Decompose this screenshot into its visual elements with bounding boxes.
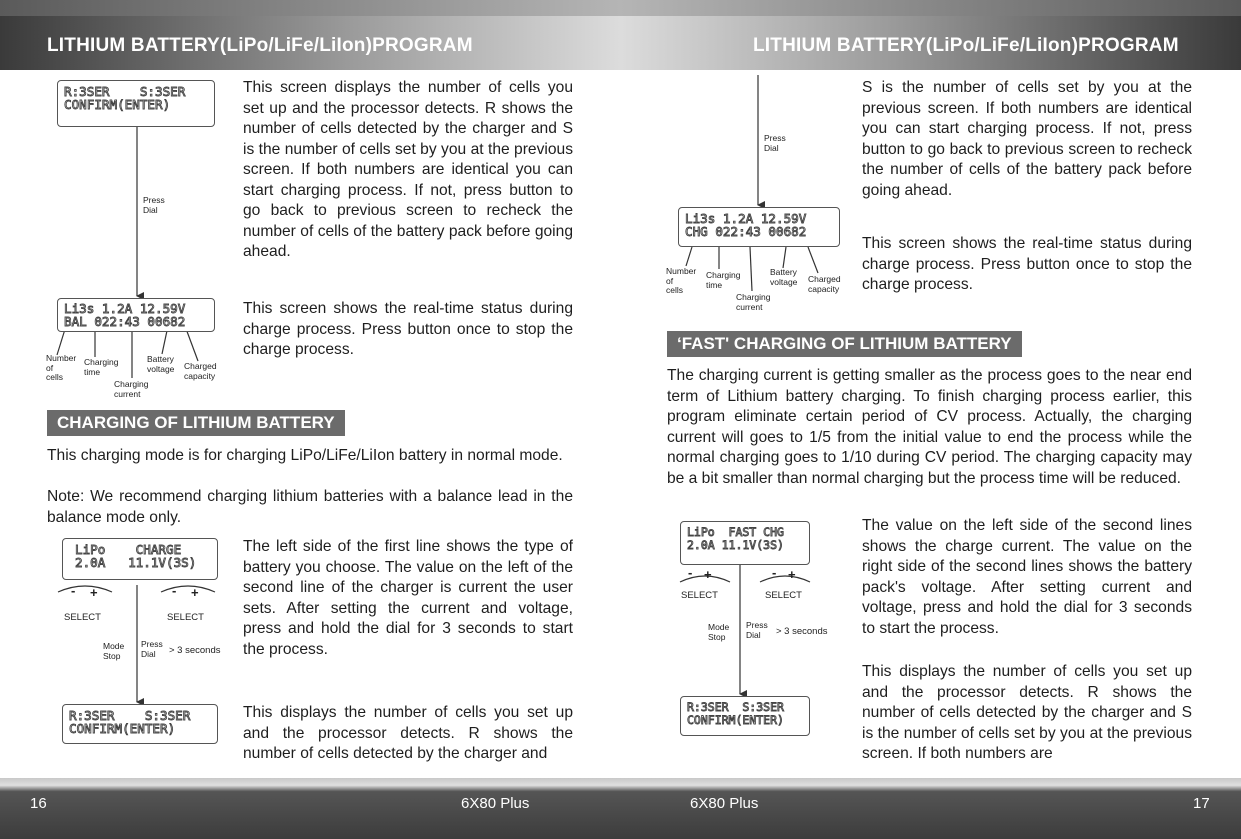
minus-icon: - — [688, 565, 693, 580]
label-number-of-cells: Number of cells — [666, 266, 697, 295]
lcd-confirm-screen: R:3SER S:3SER CONFIRM(ENTER) — [57, 80, 215, 127]
lcd-confirm-screen-2: R:3SER S:3SER CONFIRM(ENTER) — [62, 704, 218, 744]
page-number-right: 17 — [1193, 795, 1210, 812]
label-charging-time: Charging time — [84, 357, 119, 377]
section-heading-charging: CHARGING OF LITHIUM BATTERY — [47, 410, 345, 436]
three-seconds-label: > 3 seconds — [776, 626, 828, 637]
label-charging-current: Charging current — [114, 379, 149, 399]
lcd-balance-status: Li3s 1.2A 12.59V BAL 022:43 00682 — [57, 298, 215, 332]
model-name-left: 6X80 Plus — [461, 795, 530, 812]
lcd-charge-status: Li3s 1.2A 12.59V CHG 022:43 00682 — [678, 207, 840, 247]
three-seconds-label: > 3 seconds — [169, 645, 221, 656]
label-charged-capacity: Charged capacity — [184, 361, 217, 381]
select-label-right: SELECT — [765, 590, 802, 601]
label-number-of-cells: Number of cells — [46, 353, 77, 382]
footer-bar — [0, 778, 1241, 839]
page-title-left: LITHIUM BATTERY(LiPo/LiFe/LiIon)PROGRAM — [47, 35, 473, 56]
label-charged-capacity: Charged capacity — [808, 274, 841, 294]
press-dial-label: Press Dial — [141, 639, 163, 659]
left-paragraph-1: This screen displays the number of cells you set up and the processor detects. R shows the number of cells detected by the charger and S is the number of cells set by you at the previous screen. If both numbers are identical you can start charging process. If not, press button to go back to previous screen to recheck the number of cells of the battery pack before going ahead. — [243, 79, 573, 260]
right-paragraph-2: This screen shows the real-time status during charge process. Press button once to stop the charge process. — [862, 235, 1192, 293]
minus-icon: - — [772, 565, 777, 580]
mode-stop-label: Mode Stop — [103, 641, 125, 661]
lcd-confirm-screen-3: R:3SER S:3SER CONFIRM(ENTER) — [680, 696, 810, 736]
plus-icon: + — [90, 585, 98, 600]
press-dial-label: Press Dial — [143, 195, 165, 215]
right-paragraph-5: This displays the number of cells you set up and the processor detects. R shows the number of cells detected by the charger and S is the number of cells set by you at the previous screen. If both numbers are — [862, 663, 1192, 762]
minus-icon: - — [172, 583, 177, 598]
label-charging-current: Charging current — [736, 292, 771, 312]
lcd-charge-setup: LiPo CHARGE 2.0A 11.1V(3S) — [62, 538, 218, 580]
plus-icon: + — [788, 567, 796, 582]
left-paragraph-6: This displays the number of cells you set up and the processor detects. R shows the number of cells detected by the charger and — [243, 704, 573, 762]
right-paragraph-1: S is the number of cells set by you at the previous screen. If both numbers are identical you can start charging process. If not, press button to go back to previous screen to recheck the number of cells of the battery pack before going ahead. — [862, 79, 1192, 199]
page-title-right: LITHIUM BATTERY(LiPo/LiFe/LiIon)PROGRAM — [753, 35, 1179, 56]
press-dial-label: Press Dial — [746, 620, 768, 640]
label-battery-voltage: Battery voltage — [147, 354, 175, 374]
model-name-right: 6X80 Plus — [690, 795, 759, 812]
right-paragraph-3: The charging current is getting smaller as the process goes to the near end term of Lithium battery charging. To finish charging process earlier, this program eliminate certain period of CV process. Actually, the charging current will goes to 1/5 from the initial value to end the process while the normal charging goes to 1/10 during CV period. The charging capacity may be a bit smaller than normal charging but the process time will be reduced. — [667, 367, 1192, 487]
select-label-left: SELECT — [681, 590, 718, 601]
select-label-right: SELECT — [167, 612, 204, 623]
left-paragraph-3: This charging mode is for charging LiPo/LiFe/LiIon battery in normal mode. — [47, 447, 563, 464]
label-charging-time: Charging time — [706, 270, 741, 290]
plus-icon: + — [704, 567, 712, 582]
page-number-left: 16 — [30, 795, 47, 812]
left-paragraph-2: This screen shows the real-time status during charge process. Press button once to stop the charge process. — [243, 300, 573, 358]
select-label-left: SELECT — [64, 612, 101, 623]
plus-icon: + — [191, 585, 199, 600]
section-heading-fast-charging: ‘FAST' CHARGING OF LITHIUM BATTERY — [667, 331, 1022, 357]
label-battery-voltage: Battery voltage — [770, 267, 798, 287]
left-paragraph-5: The left side of the first line shows the type of battery you choose. The value on the left of the second line of the charger is current the user sets. After setting the current and voltage, press and hold the dial for 3 seconds to start the process. — [243, 538, 573, 658]
left-paragraph-4: Note: We recommend charging lithium batteries with a balance lead in the balance mode only. — [47, 488, 573, 526]
lcd-fast-charge-setup: LiPo FAST CHG 2.0A 11.1V(3S) — [680, 521, 810, 565]
press-dial-label: Press Dial — [764, 133, 786, 153]
right-paragraph-4: The value on the left side of the second lines shows the charge current. The value on the right side of the second lines shows the battery pack's voltage. After setting current and voltage, press and hold the dial for 3 seconds to start the process. — [862, 517, 1192, 637]
minus-icon: - — [71, 583, 76, 598]
mode-stop-label: Mode Stop — [708, 622, 730, 642]
